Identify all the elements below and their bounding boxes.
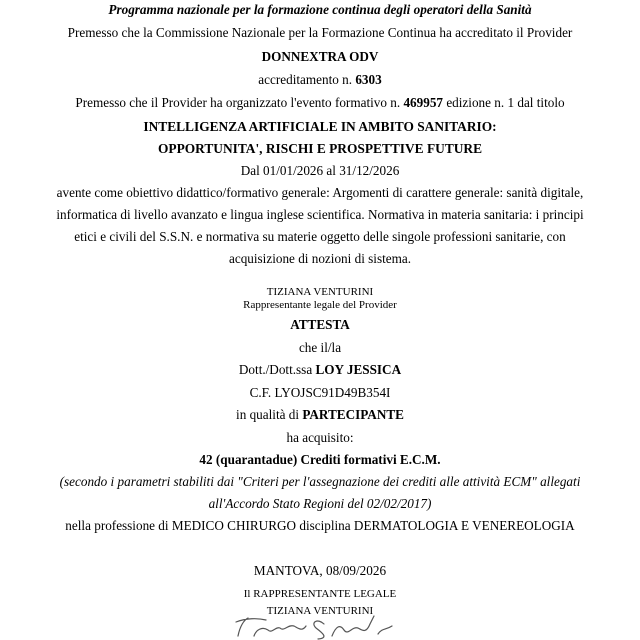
credits-line: 42 (quarantadue) Crediti formativi E.C.M. <box>199 452 441 467</box>
event-title-line1: INTELLIGENZA ARTIFICIALE IN AMBITO SANITARIO: <box>143 119 497 134</box>
event-number: 469957 <box>403 95 444 110</box>
participant-line <box>0 362 640 378</box>
quality-label: in qualità di <box>236 407 300 422</box>
representative-role: Rappresentante legale del Provider <box>243 299 397 311</box>
premise-event <box>0 95 640 111</box>
participant-name: LOY JESSICA <box>315 362 402 377</box>
criteria-line-1: (secondo i parametri stabiliti dai "Criteri per l'assegnazione dei crediti alle attività ECM" allegati <box>59 474 581 489</box>
attesta-heading: ATTESTA <box>290 317 350 332</box>
accreditation-line <box>0 72 640 88</box>
acquired-line: ha acquisito: <box>286 430 354 445</box>
event-title-line2: OPPORTUNITA', RISCHI E PROSPETTIVE FUTURE <box>157 141 483 156</box>
place-date: MANTOVA, 08/09/2026 <box>253 563 387 578</box>
programme-heading: Programma nazionale per la formazione continua degli operatori della Sanità <box>108 2 532 17</box>
event-dates: Dal 01/01/2026 al 31/12/2026 <box>240 163 400 178</box>
profession-line: nella professione di MEDICO CHIRURGO disciplina DERMATOLOGIA E VENEREOLOGIA <box>65 518 575 533</box>
premise-event-suffix: edizione n. 1 dal titolo <box>446 95 565 110</box>
representative-name: TIZIANA VENTURINI <box>266 286 374 298</box>
provider-name: DONNEXTRA ODV <box>261 49 379 64</box>
criteria-line-2: all'Accordo Stato Regioni del 02/02/2017) <box>208 496 432 511</box>
objective-line-1: avente come obiettivo didattico/formativo generale: Argomenti di carattere generale: sanità digitale, <box>56 185 584 200</box>
handwritten-signature <box>232 612 402 640</box>
quality-line <box>0 407 640 423</box>
che-il-la: che il/la <box>298 340 342 355</box>
premise-commission: Premesso che la Commissione Nazionale per la Formazione Continua ha accreditato il Provider <box>67 25 573 40</box>
objective-line-2: informatica di livello avanzato e lingua inglese scientifica. Normativa in materia sanitaria: i principi <box>56 207 584 222</box>
legal-representative-label: Il RAPPRESENTANTE LEGALE <box>243 588 397 600</box>
participant-title: Dott./Dott.ssa <box>238 362 313 377</box>
participant-quality: PARTECIPANTE <box>302 407 404 422</box>
objective-line-3: etici e civili del S.S.N. e normativa su materie oggetto delle singole professioni sanitarie, con <box>74 229 566 244</box>
signer-name: TIZIANA VENTURINI <box>266 605 374 617</box>
accreditation-label: accreditamento n. <box>258 72 353 87</box>
premise-event-prefix: Premesso che il Provider ha organizzato l'evento formativo n. <box>75 95 401 110</box>
accreditation-number: 6303 <box>355 72 382 87</box>
fiscal-code: C.F. LYOJSC91D49B354I <box>249 385 391 400</box>
objective-line-4: acquisizione di nozioni di sistema. <box>228 251 412 266</box>
